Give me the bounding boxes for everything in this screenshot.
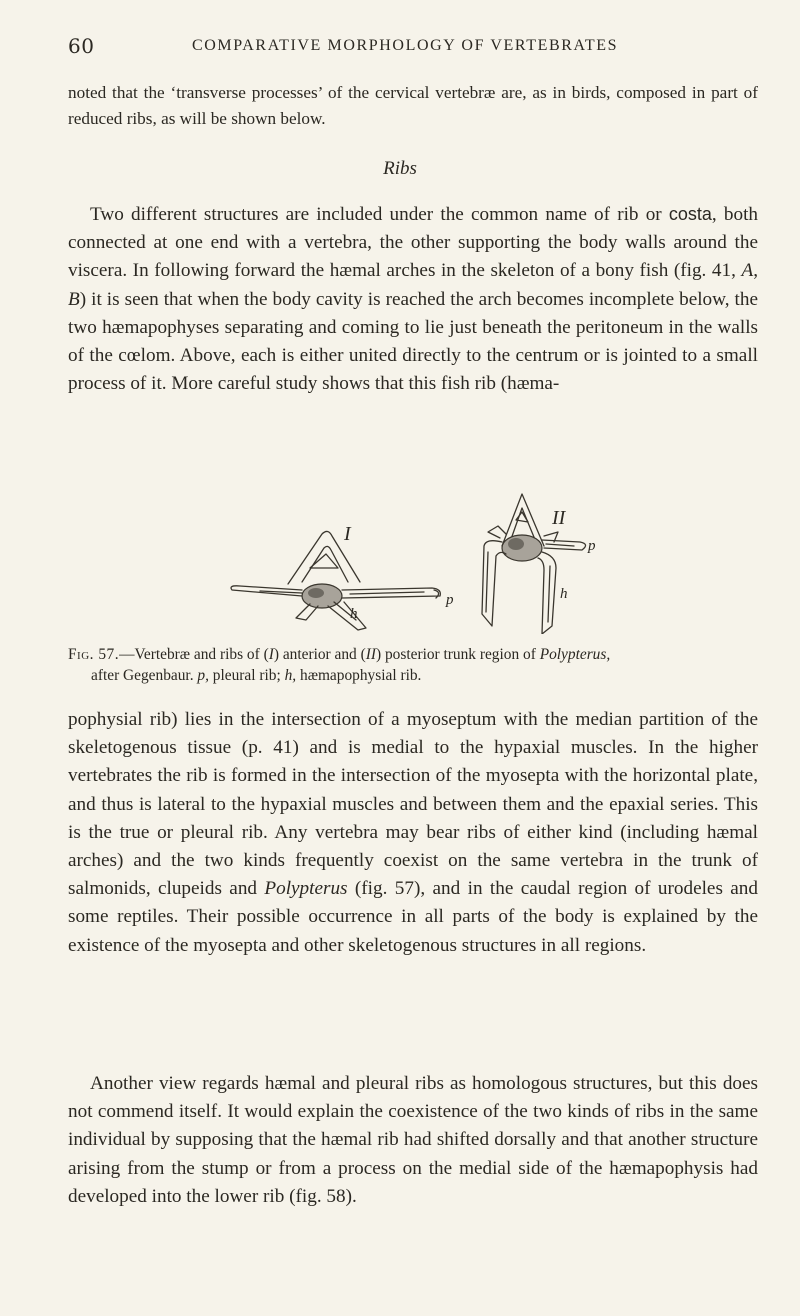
caption-run: after Gegenbaur. bbox=[91, 667, 198, 684]
caption-run: hæmapophysial rib. bbox=[296, 667, 422, 684]
caption-abbr-p: p, bbox=[197, 667, 209, 684]
paragraph-ribs-intro bbox=[68, 200, 758, 398]
label-haemal-rib-i: h bbox=[350, 606, 358, 622]
running-head bbox=[68, 30, 758, 64]
intro-paragraph: noted that the ‘transverse processes’ of the cervical vertebræ are, as in birds, composed in part of reduced ribs, as will be shown below. bbox=[68, 83, 758, 128]
genus-polypterus: Polypterus bbox=[264, 878, 348, 900]
figure-caption bbox=[68, 644, 758, 686]
caption-run: ) posterior trunk region of bbox=[375, 646, 540, 663]
text-run: , both connected at one end with a vertebra, the other supporting the body walls around the viscera. In following forward the hæmal arches in the skeleton of a bony fish (fig. 41, bbox=[68, 204, 758, 282]
paragraph-homology: Another view regards hæmal and pleural ribs as homologous structures, but this does not commend itself. It would explain the coexistence of the two kinds of ribs in the same individual by supposing that the hæmal rib had shifted dorsally and that another structure arising from the stump or from a process on the medial side of the hæmapophysis had developed into the lower rib (fig. 58). bbox=[68, 1073, 758, 1207]
caption-run: ) anterior and ( bbox=[273, 646, 366, 663]
term-costa: costa bbox=[668, 204, 712, 224]
caption-second-line bbox=[68, 665, 758, 686]
text-run: (fig. 57), and in the caudal region of urodeles and some reptiles. Their possible occurrence in all parts of the body is explained by the existence of the myosepta and other skeletogenous structures in all regions. bbox=[68, 878, 758, 956]
label-figure-ii: II bbox=[552, 507, 566, 529]
paragraph-rib-position bbox=[68, 706, 758, 960]
text-run: , bbox=[753, 260, 758, 282]
caption-ref: II bbox=[365, 646, 376, 663]
figure-ref-b: B bbox=[68, 288, 80, 310]
label-figure-i: I bbox=[344, 523, 351, 545]
page-number: 60 bbox=[68, 34, 95, 58]
label-haemal-rib-ii: h bbox=[560, 586, 568, 602]
caption-ref: I bbox=[268, 646, 274, 663]
running-title: COMPARATIVE MORPHOLOGY OF VERTEBRATES bbox=[192, 37, 619, 54]
text-run: ) it is seen that when the body cavity is reached the arch becomes incomplete below, the two hæmapophyses separating and coming to lie just beneath the peritoneum in the walls of the cœlom. Above, each is either united directly to the centrum or is jointed to a small process of it. More careful study shows that this fish rib (hæma- bbox=[68, 288, 758, 395]
caption-genus: Polypterus, bbox=[539, 646, 611, 663]
text-run: Two different structures are included under the common name of rib or bbox=[90, 204, 669, 225]
label-pleural-rib-ii: p bbox=[588, 538, 596, 554]
caption-abbr-h: h, bbox=[284, 667, 297, 684]
caption-run: pleural rib; bbox=[208, 667, 285, 684]
vertebra-anterior bbox=[231, 531, 440, 630]
figure-ref-a: A bbox=[741, 260, 754, 282]
vertebra-posterior bbox=[482, 494, 586, 634]
label-pleural-rib-i: p bbox=[446, 592, 454, 608]
section-heading: Ribs bbox=[383, 158, 417, 179]
text-run: pophysial rib) lies in the intersection of a myoseptum with the median partition of the skeletogenous tissue (p. 41) and is medial to the hypaxial muscles. In the higher vertebrates the rib is formed in the intersection of the myosepta with the horizontal plate, and thus is lateral to the hypaxial muscles and between them and the epaxial series. This is the true or pleural rib. Any vertebra may bear ribs of either kind (including hæmal arches) and the two kinds frequently coexist on the same vertebra in the trunk of salmonids, clupeids and bbox=[68, 709, 758, 900]
caption-fig-number: Fig. 57. bbox=[68, 646, 120, 663]
caption-run: —Vertebræ and ribs of ( bbox=[119, 646, 269, 663]
vertebrae-illustration bbox=[210, 486, 630, 634]
figure-57 bbox=[210, 486, 630, 634]
